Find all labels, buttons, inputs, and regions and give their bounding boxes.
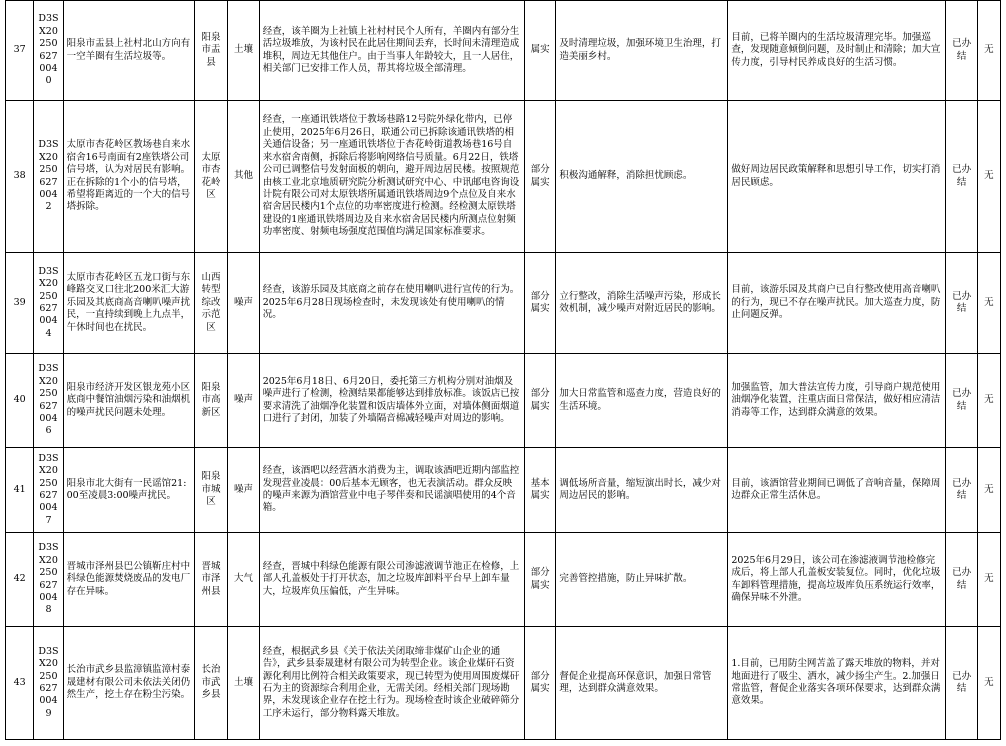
row-type: 噪声: [228, 253, 259, 354]
row-type: 噪声: [228, 448, 259, 533]
row-description: 长治市武乡县监漳镇监漳村泰晟建材有限公司未依法关闭仍然生产，挖土存在粉尘污染。: [63, 627, 194, 740]
row-location: 晋城市泽州县: [194, 533, 228, 627]
row-note: 无: [977, 627, 1000, 740]
row-result: 加强监管，加大普法宣传力度，引导商户规范使用油烟净化装置，注重店面日常保洁，做好相应清洁消毒等工作，达到群众满意的效果。: [728, 354, 946, 448]
row-check: 经查，该酒吧以经营酒水消费为主，调取该酒吧近期内部监控发现营业凌晨：00后基本无顾客，也无表演活动。群众反映的噪声来源为酒馆营业中电子琴伴奏和民谣演唱使用的4个音箱。: [259, 448, 524, 533]
row-type: 土壤: [228, 627, 259, 740]
row-description: 阳泉市经济开发区银龙苑小区底商中餐馆油烟污染和油烟机的噪声扰民问题未处理。: [63, 354, 194, 448]
row-note: 无: [977, 101, 1000, 253]
table-row: [6, 101, 1001, 253]
row-measures: 督促企业提高环保意识，加强日常管理，达到群众满意效果。: [556, 627, 728, 740]
row-location: 太原市杏花岭区: [194, 101, 228, 253]
row-description: 阳泉市盂县上社村北山方向有一空羊圈有生活垃圾等。: [63, 1, 194, 101]
row-status: 已办结: [946, 627, 977, 740]
row-check: 经查，一座通讯铁塔位于教场巷路12号院外绿化带内，已停止使用，2025年6月26日，联通公司已拆除该通讯铁塔的相关通信设备；另一座通讯铁塔位于杏花岭街道教场巷16号自来水宿舍南侧，拆除后将影响网络信号质量。6月22日，铁塔公司已调整信号发射面板的朝向，避开周边居民楼。按照规范由核工业北京地质研究院分析测试研究中心、中讯邮电咨询设计院有限公司对太原铁塔所属通讯铁塔周边9个点位及自来水宿舍居民楼内1个点位的功率密度进行检测。经检测太原铁塔建设的1座通讯铁塔周边及自来水宿舍居民楼内所测点位射频功率密度、射频电场强度范围值均满足国家标准要求。: [259, 101, 524, 253]
row-result: 做好周边居民政策解释和思想引导工作，切实打消居民顾虑。: [728, 101, 946, 253]
row-type: 其他: [228, 101, 259, 253]
row-note: 无: [977, 354, 1000, 448]
row-result: 目前，该酒馆营业期间已调低了音响音量，保障周边群众正常生活休息。: [728, 448, 946, 533]
row-measures: 及时清理垃圾，加强环境卫生治理，打造美丽乡村。: [556, 1, 728, 101]
row-location: 阳泉市盂县: [194, 1, 228, 101]
row-result: 1.目前，已用防尘网苫盖了露天堆放的物料，并对地面进行了吸尘、洒水，减少扬尘产生。2.加强日常监管，督促企业落实各项环保要求，达到群众满意效果。: [728, 627, 946, 740]
table-row: [6, 627, 1001, 740]
row-description: 晋城市泽州县巴公镇靳庄村中科绿色能源焚烧废品的发电厂存在异味。: [63, 533, 194, 627]
row-seq: 38: [6, 101, 34, 253]
row-code: D3SX202506270044: [34, 253, 63, 354]
row-verdict: 部分属实: [524, 101, 555, 253]
row-verdict: 属实: [524, 1, 555, 101]
row-type: 土壤: [228, 1, 259, 101]
row-seq: 43: [6, 627, 34, 740]
row-status: 已办结: [946, 354, 977, 448]
row-check: 经查，该羊圈为上社镇上社村村民个人所有，羊圈内有部分生活垃圾堆放，为该村民在此居住期间丢弃，长时间未清理造成堆积，周边无其他住户。由于当事人年龄较大，且一人居住，相关部门已安排工作人员，帮其将垃圾全部清理。: [259, 1, 524, 101]
row-seq: 37: [6, 1, 34, 101]
row-code: D3SX202506270048: [34, 533, 63, 627]
row-note: 无: [977, 1, 1000, 101]
row-code: D3SX202506270046: [34, 354, 63, 448]
table-row: [6, 1, 1001, 101]
row-verdict: 部分属实: [524, 627, 555, 740]
row-seq: 42: [6, 533, 34, 627]
row-check: 经查，晋城中科绿色能源有限公司渗滤液调节池正在检修，上部人孔盖板处于打开状态，加之垃圾库卸料平台早上卸车量大，垃圾库负压偏低，产生异味。: [259, 533, 524, 627]
row-check: 2025年6月18日、6月20日，委托第三方机构分别对油烟及噪声进行了检测，检测结果都能够达到排放标准。该饭店已按要求清洗了油烟净化装置和饭店墙体外立面，对墙体侧面烟道口进行了封闭，加装了外墙隔音棉减轻噪声对周边的影响。: [259, 354, 524, 448]
row-check: 经查，该游乐园及其底商之前存在使用喇叭进行宣传的行为。2025年6月28日现场检查时，未发现该处有使用喇叭的情况。: [259, 253, 524, 354]
row-check: 经查，根据武乡县《关于依法关闭取缔非煤矿山企业的通告》，武乡县泰晟建材有限公司为转型企业。该企业煤矸石资源化利用比例符合相关政策要求，现已转型为使用周围废煤矸石为主的资源综合利用企业，无需关闭。经相关部门现场勘界，未发现该企业存在挖土行为。现场检查时该企业破碎筛分工序未运行，部分物料露天堆放。: [259, 627, 524, 740]
row-type: 噪声: [228, 354, 259, 448]
row-seq: 40: [6, 354, 34, 448]
row-measures: 立行整改，消除生活噪声污染，形成长效机制，减少噪声对附近居民的影响。: [556, 253, 728, 354]
row-note: 无: [977, 533, 1000, 627]
table-row: [6, 253, 1001, 354]
row-verdict: 基本属实: [524, 448, 555, 533]
row-result: 2025年6月29日，该公司在渗滤液调节池检修完成后，将上部人孔盖板安装复位。同时，优化垃圾车卸料管理措施，提高垃圾库负压系统运行效率，确保异味不外泄。: [728, 533, 946, 627]
row-verdict: 部分属实: [524, 354, 555, 448]
complaint-table: [5, 0, 1001, 740]
row-status: 已办结: [946, 253, 977, 354]
table-row: [6, 448, 1001, 533]
row-verdict: 部分属实: [524, 253, 555, 354]
row-status: 已办结: [946, 533, 977, 627]
row-seq: 39: [6, 253, 34, 354]
row-verdict: 部分属实: [524, 533, 555, 627]
row-description: 阳泉市北大街有一民谣馆21:00至凌晨3:00噪声扰民。: [63, 448, 194, 533]
row-measures: 加大日常监管和巡查力度，营造良好的生活环境。: [556, 354, 728, 448]
table-row: [6, 533, 1001, 627]
row-type: 大气: [228, 533, 259, 627]
row-measures: 调低场所音量，缩短演出时长，减少对周边居民的影响。: [556, 448, 728, 533]
row-code: D3SX202506270042: [34, 101, 63, 253]
table-row: [6, 354, 1001, 448]
row-measures: 完善管控措施，防止异味扩散。: [556, 533, 728, 627]
row-seq: 41: [6, 448, 34, 533]
row-description: 太原市杏花岭区五龙口街与东峰路交叉口往北200米汇大游乐园及其底商高音喇叭噪声扰民，一直持续到晚上九点半，午休时间也在扰民。: [63, 253, 194, 354]
row-location: 长治市武乡县: [194, 627, 228, 740]
row-measures: 积极沟通解释，消除担忧顾虑。: [556, 101, 728, 253]
row-location: 山西转型综改示范区: [194, 253, 228, 354]
row-location: 阳泉市高新区: [194, 354, 228, 448]
row-status: 已办结: [946, 1, 977, 101]
row-note: 无: [977, 448, 1000, 533]
row-status: 已办结: [946, 448, 977, 533]
row-code: D3SX202506270049: [34, 627, 63, 740]
row-code: D3SX202506270047: [34, 448, 63, 533]
row-description: 太原市杏花岭区教场巷自来水宿舍16号南面有2座铁塔公司信号塔，认为对居民有影响。正在拆除的1个小的信号塔，希望将距离近的一个大的信号塔拆除。: [63, 101, 194, 253]
row-code: D3SX202506270040: [34, 1, 63, 101]
row-result: 目前，已将羊圈内的生活垃圾清理完毕。加强巡查，发现随意倾倒问题，及时制止和清除；加大宣传力度，引导村民养成良好的生活习惯。: [728, 1, 946, 101]
row-result: 目前，该游乐园及其商户已自行整改使用高音喇叭的行为，现已不存在噪声扰民。加大巡查力度，防止问题反弹。: [728, 253, 946, 354]
row-location: 阳泉市城区: [194, 448, 228, 533]
row-status: 已办结: [946, 101, 977, 253]
row-note: 无: [977, 253, 1000, 354]
